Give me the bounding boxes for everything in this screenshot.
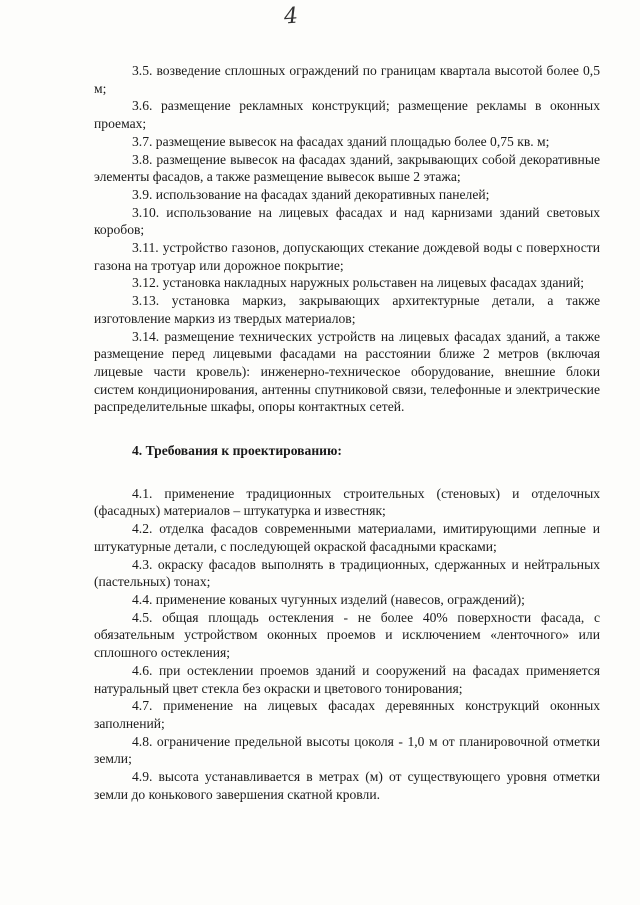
item-4-8: 4.8. ограничение предельной высоты цоколя - 1,0 м от планировочной отметки земли;	[94, 733, 600, 767]
item-3-7: 3.7. размещение вывесок на фасадах зданий площадью более 0,75 кв. м;	[132, 133, 550, 149]
item-4-2: 4.2. отделка фасадов современными материалами, имитирующими лепные и штукатурные детали, с последующей окраской фасадными красками;	[94, 521, 600, 554]
item-3-8: 3.8. размещение вывесок на фасадах зданий, закрывающих собой декоративные элементы фасадов, а также размещение вывесок выше 2 этажа;	[94, 151, 600, 185]
document-body	[94, 62, 600, 803]
item-3-12: 3.12. установка накладных наружных рольставен на лицевых фасадах зданий;	[132, 275, 584, 291]
item-4-7: 4.7. применение на лицевых фасадах деревянных конструкций оконных заполнений;	[94, 698, 600, 731]
item-3-10: 3.10. использование на лицевых фасадах и над карнизами зданий световых коробов;	[94, 204, 600, 238]
item-4-4: 4.4. применение кованых чугунных изделий (навесов, ограждений);	[132, 591, 525, 607]
item-4-1: 4.1. применение традиционных строительных (стеновых) и отделочных (фасадных) материалов – штукатурка и известняк;	[94, 485, 600, 519]
item-4-6: 4.6. при остеклении проемов зданий и сооружений на фасадах применяется натуральный цвет стекла без окраски и цветового тонирования;	[94, 662, 600, 696]
item-4-3: 4.3. окраску фасадов выполнять в традиционных, сдержанных и нейтральных (пастельных) тонах;	[94, 556, 600, 590]
page-number: 4	[283, 3, 299, 30]
item-4-9: 4.9. высота устанавливается в метрах (м) от существующего уровня отметки земли до конькового завершения скатной кровли.	[94, 769, 600, 802]
item-3-6: 3.6. размещение рекламных конструкций; размещение рекламы в оконных проемах;	[94, 98, 600, 132]
item-3-11: 3.11. устройство газонов, допускающих стекание дождевой воды с поверхности газона на тротуар или дорожное покрытие;	[94, 240, 600, 273]
item-3-14: 3.14. размещение технических устройств на лицевых фасадах зданий, а также размещение перед лицевыми фасадами на расстоянии ближе 2 метров (включая лицевые части кровель): инженерно-техническое оборудование, внешние блоки систем кондиционирования, антенны спутниковой связи, телефонные и электрические распределительные шкафы, опоры контактных сетей.	[94, 328, 600, 415]
item-4-5: 4.5. общая площадь остекления - не более 40% поверхности фасада, с обязательным устройством оконных проемов и исключением «ленточного» или сплошного остекления;	[94, 609, 600, 661]
section-4-heading: 4. Требования к проектированию:	[132, 443, 342, 459]
item-3-13: 3.13. установка маркиз, закрывающих архитектурные детали, а также изготовление маркиз из твердых материалов;	[94, 293, 600, 326]
item-3-9: 3.9. использование на фасадах зданий декоративных панелей;	[132, 186, 490, 202]
item-3-5: 3.5. возведение сплошных ограждений по границам квартала высотой более 0,5 м;	[94, 63, 600, 96]
